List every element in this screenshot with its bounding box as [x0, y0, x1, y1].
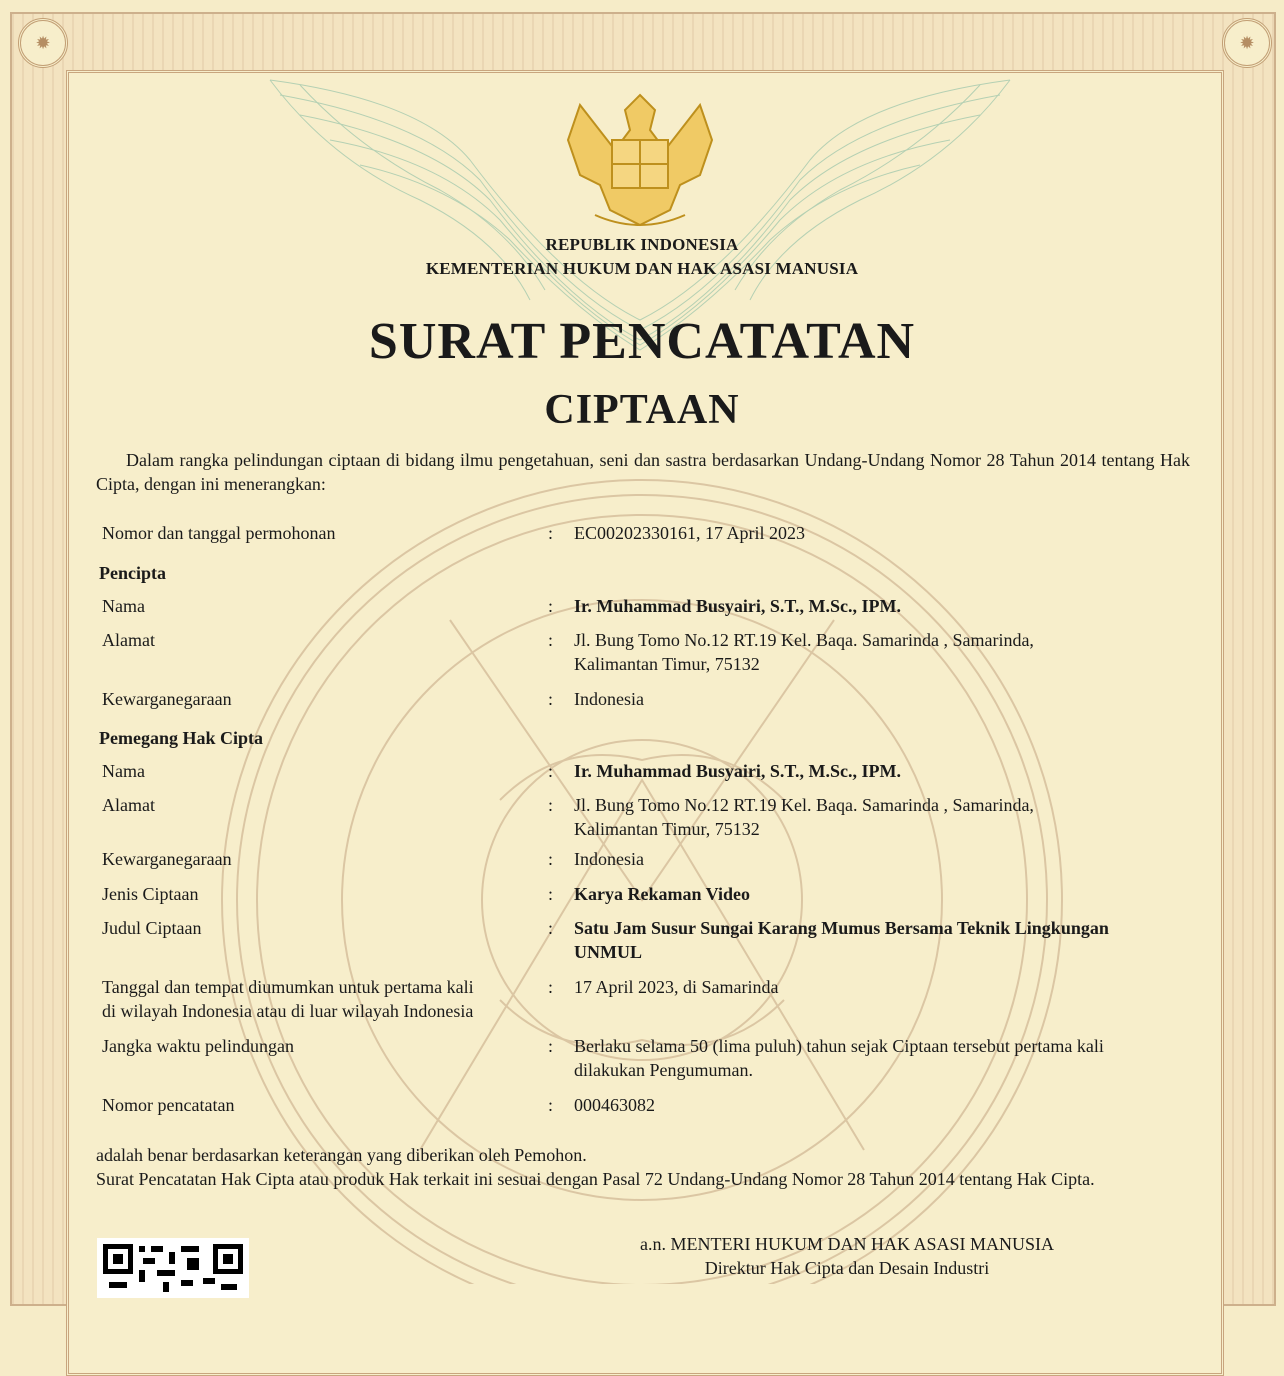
label: Jangka waktu pelindungan: [102, 1036, 294, 1056]
value: Karya Rekaman Video: [574, 884, 751, 904]
colon: :: [548, 761, 554, 781]
signature-line2: Direktur Hak Cipta dan Desain Industri: [704, 1258, 990, 1278]
label: Nomor dan tanggal permohonan: [102, 523, 336, 543]
label: Judul Ciptaan: [102, 918, 202, 938]
qr-code-pattern: [103, 1244, 243, 1292]
value: EC00202330161, 17 April 2023: [574, 523, 806, 543]
value-line2: Kalimantan Timur, 75132: [574, 819, 760, 839]
header-ministry: KEMENTERIAN HUKUM DAN HAK ASASI MANUSIA: [425, 259, 859, 278]
value-line1: Jl. Bung Tomo No.12 RT.19 Kel. Baqa. Samarinda , Samarinda,: [574, 630, 1034, 650]
colon: :: [548, 523, 554, 543]
closing-line2: Surat Pencatatan Hak Cipta atau produk Hak terkait ini sesuai dengan Pasal 72 Undang-Undang Nomor 28 Tahun 2014 tentang Hak Cipta.: [96, 1169, 1095, 1189]
label: Nama: [102, 596, 145, 616]
colon: :: [548, 918, 554, 938]
label: Kewarganegaraan: [102, 689, 232, 709]
value-line2: Kalimantan Timur, 75132: [574, 654, 760, 674]
label: Nama: [102, 761, 145, 781]
value: Indonesia: [574, 849, 644, 869]
document-subtitle: CIPTAAN: [544, 387, 740, 433]
value: Indonesia: [574, 689, 644, 709]
value-line1: Jl. Bung Tomo No.12 RT.19 Kel. Baqa. Samarinda , Samarinda,: [574, 795, 1034, 815]
colon: :: [548, 795, 554, 815]
closing-line1: adalah benar berdasarkan keterangan yang diberikan oleh Pemohon.: [96, 1145, 587, 1165]
label: Kewarganegaraan: [102, 849, 232, 869]
value-line2: dilakukan Pengumuman.: [574, 1060, 753, 1080]
label-line1: Tanggal dan tempat diumumkan untuk pertama kali: [102, 977, 474, 997]
section-holder: Pemegang Hak Cipta: [99, 728, 263, 748]
value: Ir. Muhammad Busyairi, S.T., M.Sc., IPM.: [574, 596, 902, 616]
colon: :: [548, 1095, 554, 1115]
label-line2: di wilayah Indonesia atau di luar wilayah Indonesia: [102, 1001, 474, 1021]
header-republic: REPUBLIK INDONESIA: [545, 235, 739, 254]
label: Alamat: [102, 630, 155, 650]
garuda-emblem: [568, 95, 712, 225]
value-line1: Satu Jam Susur Sungai Karang Mumus Bersama Teknik Lingkungan: [574, 918, 1109, 938]
label: Nomor pencatatan: [102, 1095, 235, 1115]
colon: :: [548, 689, 554, 709]
signature-line1: a.n. MENTERI HUKUM DAN HAK ASASI MANUSIA: [640, 1234, 1054, 1254]
value: 000463082: [574, 1095, 655, 1115]
intro-paragraph: Dalam rangka pelindungan ciptaan di bidang ilmu pengetahuan, seni dan sastra berdasarkan Undang-Undang Nomor 28 Tahun 2014 tentang Hak Cipta, dengan ini menerangkan:: [96, 450, 1190, 494]
colon: :: [548, 630, 554, 650]
qr-code: [97, 1238, 249, 1298]
document-title: SURAT PENCATATAN: [368, 313, 916, 370]
colon: :: [548, 1036, 554, 1056]
value: Ir. Muhammad Busyairi, S.T., M.Sc., IPM.: [574, 761, 902, 781]
section-creator: Pencipta: [99, 563, 166, 583]
value: 17 April 2023, di Samarinda: [574, 977, 779, 997]
ornament-corner-icon: ✹: [1222, 18, 1272, 68]
value-line2: UNMUL: [574, 942, 642, 962]
label: Alamat: [102, 795, 155, 815]
colon: :: [548, 884, 554, 904]
colon: :: [548, 596, 554, 616]
colon: :: [548, 977, 554, 997]
ornament-corner-icon: ✹: [18, 18, 68, 68]
colon: :: [548, 849, 554, 869]
label: Jenis Ciptaan: [102, 884, 199, 904]
value-line1: Berlaku selama 50 (lima puluh) tahun sejak Ciptaan tersebut pertama kali: [574, 1036, 1104, 1056]
